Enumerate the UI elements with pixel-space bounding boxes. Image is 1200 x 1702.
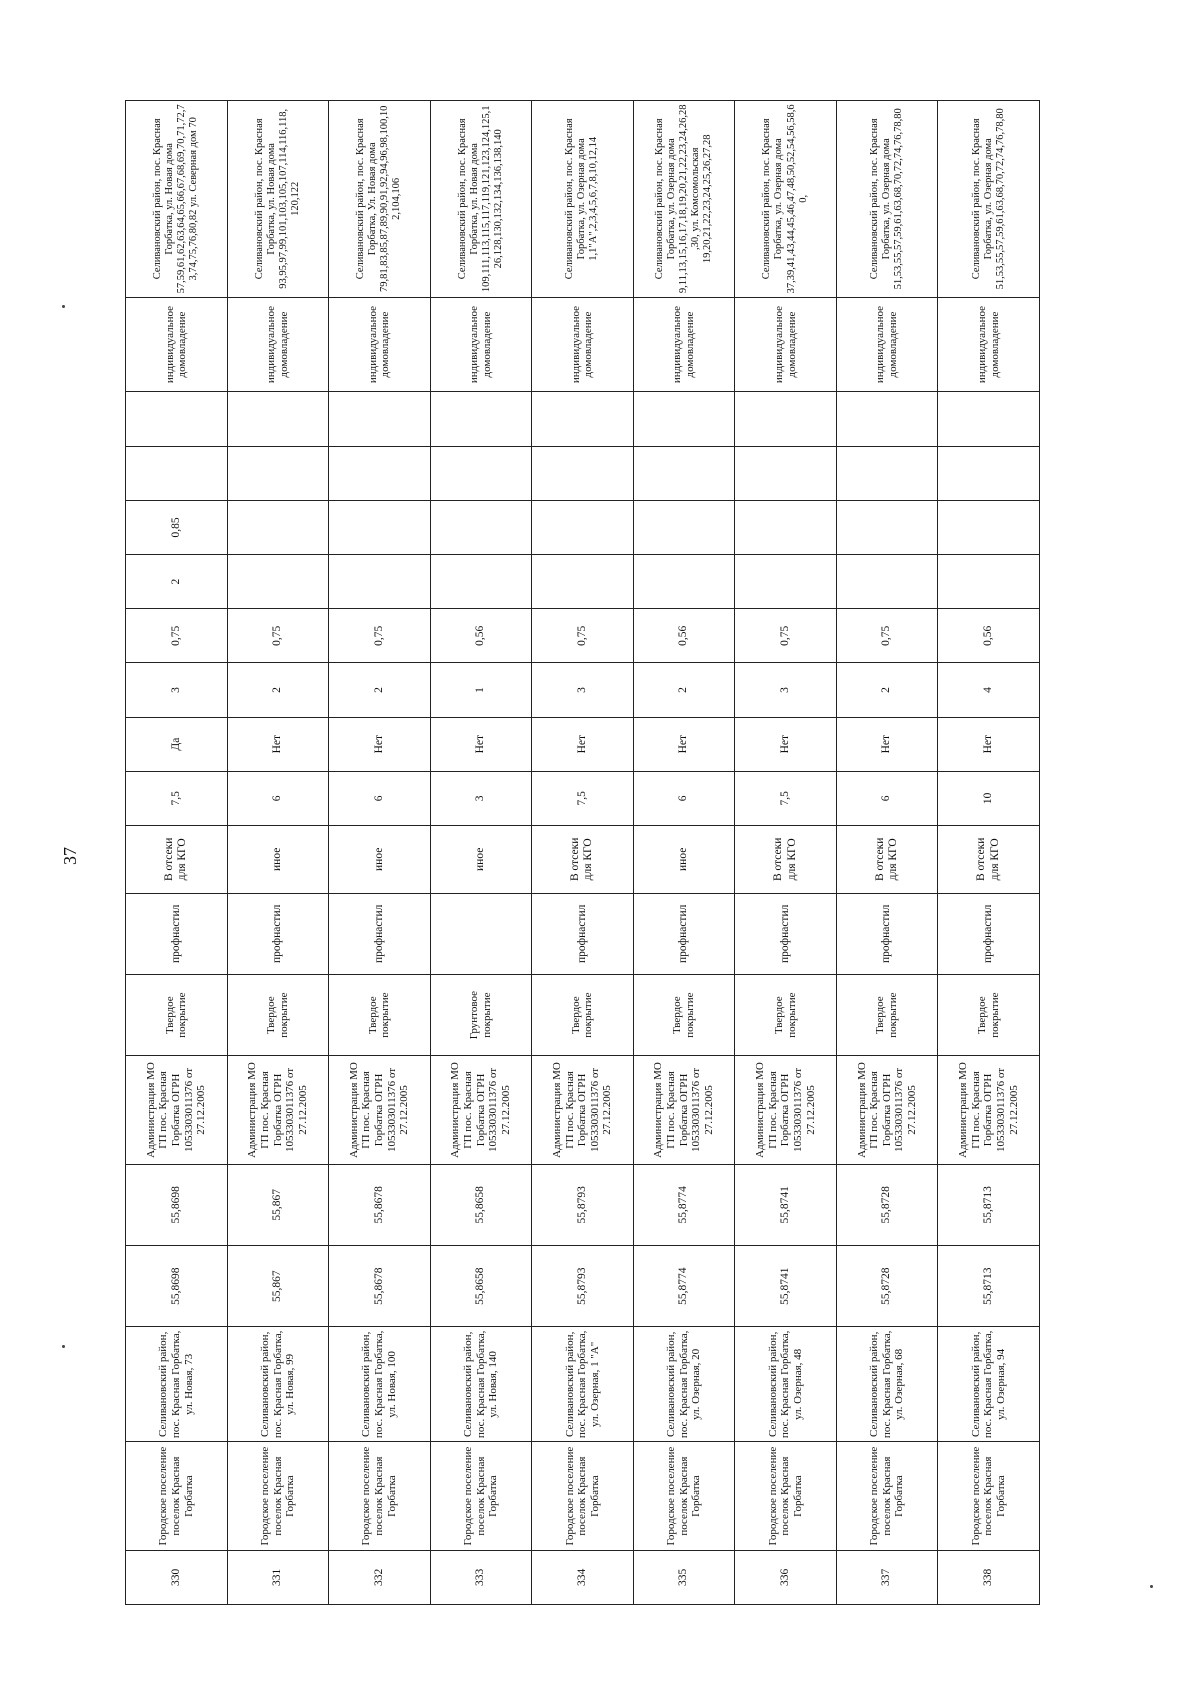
roof-cover-cell: Да [126, 717, 228, 771]
row-number-cell: 332 [329, 1550, 431, 1604]
site-area-cell: 6 [329, 771, 431, 825]
scan-speck [62, 305, 65, 308]
extra-volume-cell [633, 500, 735, 554]
container-count-cell: 2 [329, 663, 431, 717]
extra-volume-cell [227, 500, 329, 554]
fence-material-cell: профнастил [735, 893, 837, 974]
surface-type-cell: Твердое покрытие [126, 974, 228, 1055]
container-site-type-cell: В отсеки для КГО [735, 825, 837, 893]
container-volume-cell: 0,75 [126, 609, 228, 663]
latitude-cell: 55,867 [227, 1245, 329, 1326]
roof-cover-cell: Нет [430, 717, 532, 771]
container-volume-cell: 0,56 [938, 609, 1040, 663]
container-volume-cell: 0,75 [227, 609, 329, 663]
fence-material-cell: профнастил [126, 893, 228, 974]
table-row [227, 101, 329, 1605]
surface-type-cell: Твердое покрытие [938, 974, 1040, 1055]
table-row [532, 101, 634, 1605]
roof-cover-cell: Нет [329, 717, 431, 771]
container-count-cell: 3 [126, 663, 228, 717]
latitude-cell: 55,8658 [430, 1245, 532, 1326]
longitude-cell: 55,8793 [532, 1164, 634, 1245]
extra-volume-cell [430, 500, 532, 554]
container-count-cell: 3 [735, 663, 837, 717]
surface-type-cell: Твердое покрытие [836, 974, 938, 1055]
settlement-name-cell: Городское поселение поселок Красная Горбатка [735, 1442, 837, 1550]
roof-cover-cell: Нет [633, 717, 735, 771]
owner-info-cell: Администрация МО ГП пос. Красная Горбатка ОГРН 1053303011376 от 27.12.2005 [329, 1056, 431, 1164]
surface-type-cell: Грунтовое покрытие [430, 974, 532, 1055]
served-addresses-cell: Селивановский район, пос. Красная Горбатка, ул. Озерная дома 51,53,55,57,59,61,63,68,70,72,74,76,78,80 [836, 101, 938, 298]
surface-type-cell: Твердое покрытие [227, 974, 329, 1055]
extra-volume-cell: 0,85 [126, 500, 228, 554]
extra-count-cell: 2 [126, 555, 228, 609]
site-location-cell: Селивановский район, пос. Красная Горбатка, ул. Озерная, 48 [735, 1327, 837, 1442]
waste-source-cell: индивидуальное домовладение [532, 297, 634, 392]
container-site-type-cell: В отсеки для КГО [532, 825, 634, 893]
owner-info-cell: Администрация МО ГП пос. Красная Горбатка ОГРН 1053303011376 от 27.12.2005 [227, 1056, 329, 1164]
settlement-name-cell: Городское поселение поселок Красная Горбатка [633, 1442, 735, 1550]
container-volume-cell: 0,56 [430, 609, 532, 663]
served-addresses-cell: Селивановский район, пос. Красная Горбатка, Ул. Новая дома 79,81,83,85,87,89,90,91,92,94,96,98,100,102,104,106 [329, 101, 431, 298]
container-site-type-cell: В отсеки для КГО [836, 825, 938, 893]
site-location-cell: Селивановский район, пос. Красная Горбатка, ул. Новая, 73 [126, 1327, 228, 1442]
fence-material-cell: профнастил [633, 893, 735, 974]
latitude-cell: 55,8698 [126, 1245, 228, 1326]
waste-source-cell: индивидуальное домовладение [329, 297, 431, 392]
container-volume-cell: 0,75 [836, 609, 938, 663]
fence-material-cell: профнастил [532, 893, 634, 974]
waste-source-cell: индивидуальное домовладение [430, 297, 532, 392]
extra-volume-cell [938, 500, 1040, 554]
site-area-cell: 3 [430, 771, 532, 825]
table-row [430, 101, 532, 1605]
extra-field-b-cell [329, 392, 431, 446]
settlement-name-cell: Городское поселение поселок Красная Горбатка [126, 1442, 228, 1550]
settlement-name-cell: Городское поселение поселок Красная Горбатка [532, 1442, 634, 1550]
extra-field-b-cell [836, 392, 938, 446]
longitude-cell: 55,8741 [735, 1164, 837, 1245]
settlement-name-cell: Городское поселение поселок Красная Горбатка [430, 1442, 532, 1550]
container-count-cell: 1 [430, 663, 532, 717]
table-row [836, 101, 938, 1605]
row-number-cell: 333 [430, 1550, 532, 1604]
fence-material-cell: профнастил [227, 893, 329, 974]
surface-type-cell: Твердое покрытие [329, 974, 431, 1055]
longitude-cell: 55,8698 [126, 1164, 228, 1245]
container-site-type-cell: иное [329, 825, 431, 893]
container-count-cell: 2 [227, 663, 329, 717]
served-addresses-cell: Селивановский район, пос. Красная Горбатка, ул. Озерная дома 1,1"А",2,3,4,5,6,7,8,10,12,14 [532, 101, 634, 298]
waste-sites-table [125, 100, 1040, 1605]
surface-type-cell: Твердое покрытие [532, 974, 634, 1055]
settlement-name-cell: Городское поселение поселок Красная Горбатка [938, 1442, 1040, 1550]
longitude-cell: 55,8678 [329, 1164, 431, 1245]
site-area-cell: 6 [227, 771, 329, 825]
extra-count-cell [633, 555, 735, 609]
owner-info-cell: Администрация МО ГП пос. Красная Горбатка ОГРН 1053303011376 от 27.12.2005 [126, 1056, 228, 1164]
table-row [938, 101, 1040, 1605]
extra-count-cell [735, 555, 837, 609]
extra-field-a-cell [633, 446, 735, 500]
settlement-name-cell: Городское поселение поселок Красная Горбатка [329, 1442, 431, 1550]
latitude-cell: 55,8713 [938, 1245, 1040, 1326]
container-volume-cell: 0,56 [633, 609, 735, 663]
site-area-cell: 6 [633, 771, 735, 825]
longitude-cell: 55,8774 [633, 1164, 735, 1245]
container-site-type-cell: иное [633, 825, 735, 893]
extra-field-a-cell [227, 446, 329, 500]
longitude-cell: 55,867 [227, 1164, 329, 1245]
extra-field-a-cell [836, 446, 938, 500]
longitude-cell: 55,8658 [430, 1164, 532, 1245]
site-location-cell: Селивановский район, пос. Красная Горбатка, ул. Новая, 99 [227, 1327, 329, 1442]
served-addresses-cell: Селивановский район, пос. Красная Горбатка, ул. Новая дома 109,111,113,115,117,119,121,123,124,125,126,128,130,132,134,136,138,140 [430, 101, 532, 298]
served-addresses-cell: Селивановский район, пос. Красная Горбатка, ул. Озерная дома 9,11,13,15,16,17,18,19,20,21,22,23,24,26,28,30, ул. Комсомольская 19,20,21,22,23,24,25,26,27,28 [633, 101, 735, 298]
latitude-cell: 55,8678 [329, 1245, 431, 1326]
container-count-cell: 4 [938, 663, 1040, 717]
rotated-table-container [125, 100, 1040, 1605]
site-area-cell: 10 [938, 771, 1040, 825]
container-site-type-cell: В отсеки для КГО [938, 825, 1040, 893]
row-number-cell: 331 [227, 1550, 329, 1604]
roof-cover-cell: Нет [735, 717, 837, 771]
table-row [329, 101, 431, 1605]
owner-info-cell: Администрация МО ГП пос. Красная Горбатка ОГРН 1053303011376 от 27.12.2005 [532, 1056, 634, 1164]
latitude-cell: 55,8741 [735, 1245, 837, 1326]
extra-volume-cell [329, 500, 431, 554]
site-location-cell: Селивановский район, пос. Красная Горбатка, ул. Озерная, 68 [836, 1327, 938, 1442]
extra-field-a-cell [430, 446, 532, 500]
roof-cover-cell: Нет [532, 717, 634, 771]
extra-count-cell [430, 555, 532, 609]
extra-field-a-cell [126, 446, 228, 500]
site-location-cell: Селивановский район, пос. Красная Горбатка, ул. Новая, 140 [430, 1327, 532, 1442]
site-location-cell: Селивановский район, пос. Красная Горбатка, ул. Озерная, 20 [633, 1327, 735, 1442]
site-area-cell: 6 [836, 771, 938, 825]
extra-field-b-cell [735, 392, 837, 446]
waste-source-cell: индивидуальное домовладение [227, 297, 329, 392]
table-row [735, 101, 837, 1605]
extra-field-b-cell [430, 392, 532, 446]
container-site-type-cell: В отсеки для КГО [126, 825, 228, 893]
table-row [126, 101, 228, 1605]
container-site-type-cell: иное [430, 825, 532, 893]
latitude-cell: 55,8774 [633, 1245, 735, 1326]
waste-source-cell: индивидуальное домовладение [735, 297, 837, 392]
roof-cover-cell: Нет [938, 717, 1040, 771]
extra-count-cell [329, 555, 431, 609]
waste-source-cell: индивидуальное домовладение [836, 297, 938, 392]
extra-volume-cell [836, 500, 938, 554]
extra-volume-cell [735, 500, 837, 554]
served-addresses-cell: Селивановский район, пос. Красная Горбатка, ул. Озерная дома 37,39,41,43,44,45,46,47,48,50,52,54,56,58,60, [735, 101, 837, 298]
waste-source-cell: индивидуальное домовладение [633, 297, 735, 392]
container-site-type-cell: иное [227, 825, 329, 893]
extra-field-b-cell [532, 392, 634, 446]
extra-field-b-cell [227, 392, 329, 446]
fence-material-cell: профнастил [836, 893, 938, 974]
extra-field-a-cell [329, 446, 431, 500]
extra-field-b-cell [938, 392, 1040, 446]
served-addresses-cell: Селивановский район, пос. Красная Горбатка, ул. Озерная дома 51,53,55,57,59,61,63,68,70,72,74,76,78,80 [938, 101, 1040, 298]
extra-field-b-cell [126, 392, 228, 446]
site-area-cell: 7,5 [735, 771, 837, 825]
row-number-cell: 330 [126, 1550, 228, 1604]
container-volume-cell: 0,75 [735, 609, 837, 663]
fence-material-cell: профнастил [938, 893, 1040, 974]
owner-info-cell: Администрация МО ГП пос. Красная Горбатка ОГРН 1053303011376 от 27.12.2005 [938, 1056, 1040, 1164]
surface-type-cell: Твердое покрытие [735, 974, 837, 1055]
served-addresses-cell: Селивановский район, пос. Красная Горбатка, ул. Новая дома 93,95,97,99,101,103,105,107,114,116,118, 120,122 [227, 101, 329, 298]
fence-material-cell [430, 893, 532, 974]
served-addresses-cell: Селивановский район, пос. Красная Горбатка, ул. Новая дома 57,59,61,62,63,64,65,66,67,68,69,70,71,72,73,74,75,76,80,82 ул. Северная дом 70 [126, 101, 228, 298]
extra-field-b-cell [633, 392, 735, 446]
site-area-cell: 7,5 [532, 771, 634, 825]
roof-cover-cell: Нет [836, 717, 938, 771]
container-volume-cell: 0,75 [329, 609, 431, 663]
scan-speck [1150, 1585, 1153, 1588]
table-row [633, 101, 735, 1605]
row-number-cell: 337 [836, 1550, 938, 1604]
extra-count-cell [227, 555, 329, 609]
fence-material-cell: профнастил [329, 893, 431, 974]
waste-source-cell: индивидуальное домовладение [126, 297, 228, 392]
latitude-cell: 55,8793 [532, 1245, 634, 1326]
owner-info-cell: Администрация МО ГП пос. Красная Горбатка ОГРН 1053303011376 от 27.12.2005 [735, 1056, 837, 1164]
container-count-cell: 2 [836, 663, 938, 717]
extra-field-a-cell [532, 446, 634, 500]
site-location-cell: Селивановский район, пос. Красная Горбатка, ул. Озерная, 94 [938, 1327, 1040, 1442]
extra-count-cell [836, 555, 938, 609]
waste-source-cell: индивидуальное домовладение [938, 297, 1040, 392]
site-location-cell: Селивановский район, пос. Красная Горбатка, ул. Новая, 100 [329, 1327, 431, 1442]
owner-info-cell: Администрация МО ГП пос. Красная Горбатка ОГРН 1053303011376 от 27.12.2005 [430, 1056, 532, 1164]
site-area-cell: 7,5 [126, 771, 228, 825]
roof-cover-cell: Нет [227, 717, 329, 771]
settlement-name-cell: Городское поселение поселок Красная Горбатка [836, 1442, 938, 1550]
owner-info-cell: Администрация МО ГП пос. Красная Горбатка ОГРН 1053303011376 от 27.12.2005 [633, 1056, 735, 1164]
scan-speck [62, 1345, 65, 1348]
longitude-cell: 55,8713 [938, 1164, 1040, 1245]
container-volume-cell: 0,75 [532, 609, 634, 663]
page-number: 37 [60, 847, 80, 865]
row-number-cell: 334 [532, 1550, 634, 1604]
owner-info-cell: Администрация МО ГП пос. Красная Горбатка ОГРН 1053303011376 от 27.12.2005 [836, 1056, 938, 1164]
container-count-cell: 3 [532, 663, 634, 717]
site-location-cell: Селивановский район, пос. Красная Горбатка, ул. Озерная, 1 "А" [532, 1327, 634, 1442]
row-number-cell: 335 [633, 1550, 735, 1604]
longitude-cell: 55,8728 [836, 1164, 938, 1245]
latitude-cell: 55,8728 [836, 1245, 938, 1326]
extra-field-a-cell [735, 446, 837, 500]
row-number-cell: 338 [938, 1550, 1040, 1604]
settlement-name-cell: Городское поселение поселок Красная Горбатка [227, 1442, 329, 1550]
extra-count-cell [938, 555, 1040, 609]
extra-field-a-cell [938, 446, 1040, 500]
extra-count-cell [532, 555, 634, 609]
surface-type-cell: Твердое покрытие [633, 974, 735, 1055]
container-count-cell: 2 [633, 663, 735, 717]
row-number-cell: 336 [735, 1550, 837, 1604]
extra-volume-cell [532, 500, 634, 554]
